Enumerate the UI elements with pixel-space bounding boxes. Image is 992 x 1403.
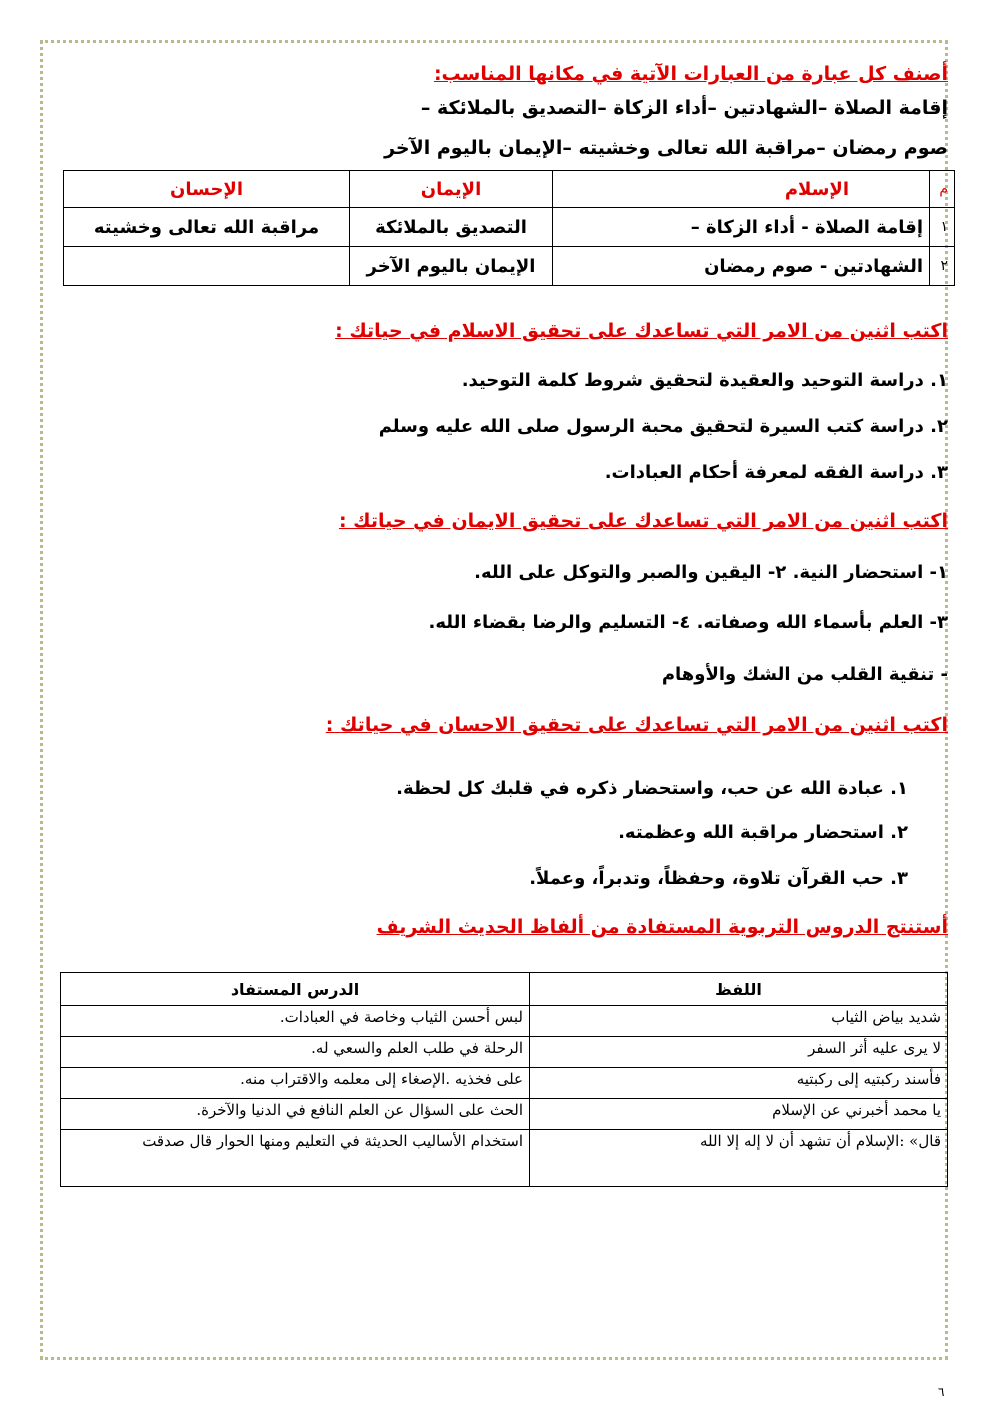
cell-lesson: على فخذيه .الإصغاء إلى معلمه والاقتراب منه. <box>61 1068 530 1099</box>
q3-item: ٣- العلم بأسماء الله وصفاته. ٤- التسليم والرضا بقضاء الله. <box>428 612 948 633</box>
col-header-islam: الإسلام <box>553 171 930 208</box>
q1-table <box>63 170 955 286</box>
cell-iman: التصديق بالملائكة <box>350 208 553 247</box>
row-number: ٢ <box>930 247 955 286</box>
q3-title: اكتب اثنين من الامر التي تساعدك على تحقيق الايمان في حياتك : <box>338 510 948 532</box>
cell-word: لا يرى عليه أثر السفر <box>530 1037 948 1068</box>
q3-item: - تنقية القلب من الشك والأوهام <box>661 664 948 685</box>
col-header-iman: الإيمان <box>350 171 553 208</box>
q2-item: ٣. دراسة الفقه لمعرفة أحكام العبادات. <box>604 462 948 483</box>
cell-iman: الإيمان باليوم الآخر <box>350 247 553 286</box>
cell-lesson: الحث على السؤال عن العلم النافع في الدنيا والآخرة. <box>61 1099 530 1130</box>
q1-line1: إقامة الصلاة –الشهادتين –أداء الزكاة –التصديق بالملائكة – <box>420 97 948 119</box>
cell-word: شديد بياض الثياب <box>530 1006 948 1037</box>
q5-table <box>60 972 948 1187</box>
cell-word: قال» :الإسلام أن تشهد أن لا إله إلا الله <box>530 1130 948 1187</box>
col-header-word: اللفظ <box>530 973 948 1006</box>
q5-title: أستنتج الدروس التربوية المستفادة من ألفاظ الحديث الشريف <box>376 916 948 938</box>
table-row <box>61 1068 948 1099</box>
q1-title: أصنف كل عبارة من العبارات الآتية في مكانها المناسب: <box>433 63 948 85</box>
q4-item: ٣. حب القرآن تلاوة، وحفظاً، وتدبراً، وعملاً. <box>529 868 908 889</box>
cell-ihsan: مراقبة الله تعالى وخشيته <box>64 208 350 247</box>
table-row <box>61 1099 948 1130</box>
cell-lesson: استخدام الأساليب الحديثة في التعليم ومنها الحوار قال صدقت <box>61 1130 530 1187</box>
page-number: ٦ <box>938 1385 945 1399</box>
row-number: ١ <box>930 208 955 247</box>
q4-item: ٢. استحضار مراقبة الله وعظمته. <box>618 822 908 843</box>
q3-item: ١- استحضار النية. ٢- اليقين والصبر والتوكل على الله. <box>474 562 948 583</box>
q2-item: ١. دراسة التوحيد والعقيدة لتحقيق شروط كلمة التوحيد. <box>461 370 948 391</box>
cell-ihsan <box>64 247 350 286</box>
q2-item: ٢. دراسة كتب السيرة لتحقيق محبة الرسول صلى الله عليه وسلم <box>378 416 948 437</box>
cell-word: يا محمد أخبرني عن الإسلام <box>530 1099 948 1130</box>
col-header-number: م <box>930 171 955 208</box>
col-header-lesson: الدرس المستفاد <box>61 973 530 1006</box>
q1-line2: صوم رمضان –مراقبة الله تعالى وخشيته –الإيمان باليوم الآخر <box>384 137 948 159</box>
table-row <box>64 208 955 247</box>
table-row <box>61 1130 948 1187</box>
cell-islam: الشهادتين - صوم رمضان <box>553 247 930 286</box>
table-header-row <box>64 171 955 208</box>
q4-item: ١. عبادة الله عن حب، واستحضار ذكره في قلبك كل لحظة. <box>396 778 908 799</box>
table-row <box>61 1006 948 1037</box>
table-row <box>61 1037 948 1068</box>
table-header-row <box>61 973 948 1006</box>
q2-title: اكتب اثنين من الامر التي تساعدك على تحقيق الاسلام في حياتك : <box>335 320 948 342</box>
cell-islam: إقامة الصلاة - أداء الزكاة – <box>553 208 930 247</box>
cell-word: فأسند ركبتيه إلى ركبتيه <box>530 1068 948 1099</box>
cell-lesson: الرحلة في طلب العلم والسعي له. <box>61 1037 530 1068</box>
col-header-ihsan: الإحسان <box>64 171 350 208</box>
q4-title: اكتب اثنين من الامر التي تساعدك على تحقيق الاحسان في حياتك : <box>325 714 948 736</box>
table-row <box>64 247 955 286</box>
cell-lesson: لبس أحسن الثياب وخاصة في العبادات. <box>61 1006 530 1037</box>
